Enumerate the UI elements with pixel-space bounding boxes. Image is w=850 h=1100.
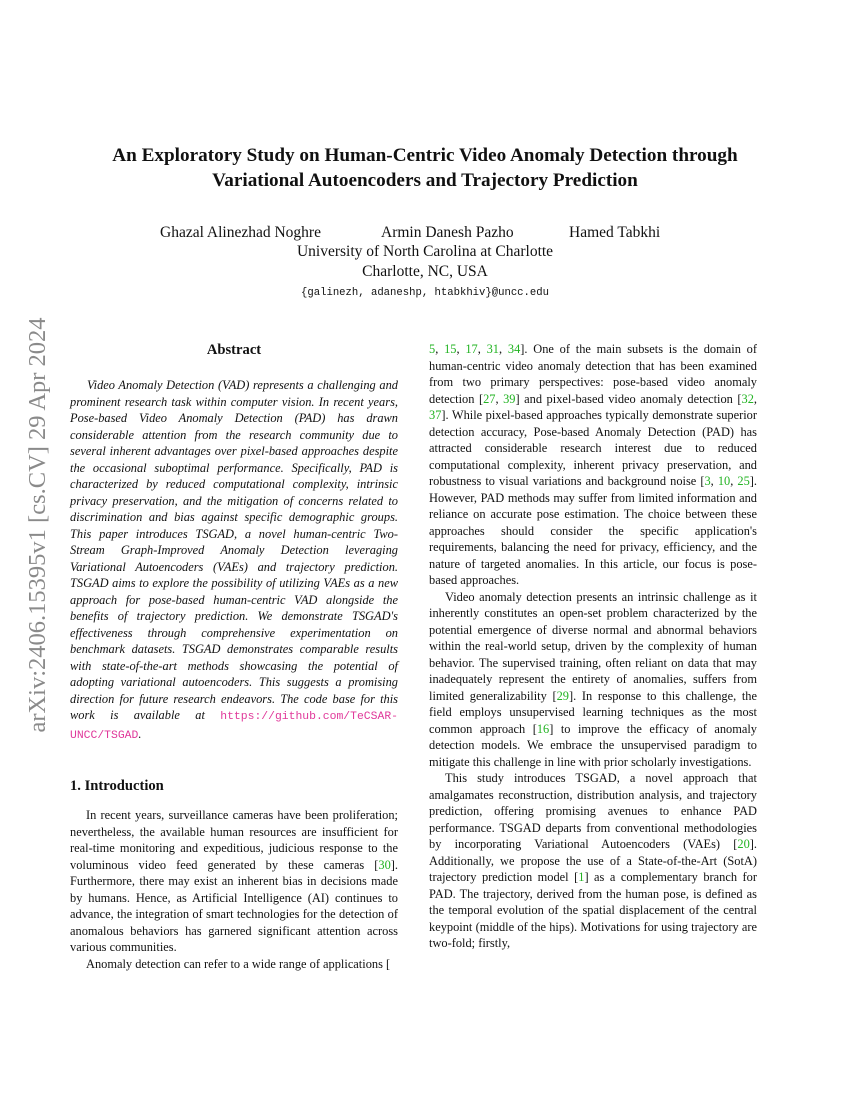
left-column <box>70 342 398 972</box>
intro-paragraph-4 <box>429 770 757 952</box>
code-link[interactable]: https://github.com/TeCSAR-UNCC/TSGAD <box>70 711 398 742</box>
abstract-body: Video Anomaly Detection (VAD) represents a challenging and prominent research task within computer vision. In recent years, Pose-based Video Anomaly Detection (PAD) has drawn considerable attention from the research community due to several inherent advantages over pixel-based approaches despite the occasional suboptimal performance. Specifically, PAD is characterized by reduced computational complexity, intrinsic privacy preservation, and the mitigation of concerns related to discrimination and bias against specific demographic groups. This paper introduces TSGAD, a novel human-centric Two-Stream Graph-Improved Anomaly Detection leveraging Variational Autoencoders (VAEs) and trajectory prediction. TSGAD aims to explore the possibility of utilizing VAEs as a new approach for pose-based human-centric VAD alongside the benefits of trajectory prediction. We demonstrate TSGAD's effectiveness through comprehensive experimentation on benchmark datasets. TSGAD demonstrates comparable results with state-of-the-art methods showcasing the potential of adopting variational autoencoders. This suggests a promising direction for future research endeavors. The code base for this work is available at <box>70 378 398 722</box>
citation-link[interactable]: 30 <box>378 857 391 872</box>
intro-paragraph-2 <box>70 956 398 973</box>
affiliation: University of North Carolina at Charlotte <box>296 243 554 260</box>
text-run: ]. However, PAD methods may suffer from limited information and reliance on accurate pose estimation. The choice between these approaches should consider the specific application's requirements, balancing the need for privacy, efficiency, and the nature of targeted anomalies. In this article, our focus is pose-based approaches. <box>429 474 757 587</box>
citation-link[interactable]: 25 <box>737 474 750 488</box>
abstract-end: . <box>138 726 142 741</box>
citation-link[interactable]: 31 <box>486 342 499 356</box>
text-run: ]. One of the main subsets is the domain of human-centric video anomaly detection that has been examined from two primary perspectives: pose-based video anomaly detection [ <box>429 342 757 406</box>
text-run: ] as a complementary branch for PAD. The trajectory, derived from the human pose, is defined as the temporal evolution of the spatial displacement of the central keypoint (middle of the hips). Motivations for using trajectory are two-fold; firstly, <box>429 870 757 950</box>
paper-title: An Exploratory Study on Human-Centric Video Anomaly Detection through Variational Autoencoders and Trajectory Prediction <box>112 145 738 191</box>
abstract-heading: Abstract <box>206 342 262 358</box>
intro-paragraph-3 <box>429 589 757 771</box>
author-emails: {galinezh, adaneshp, htabkhiv}@uncc.edu <box>301 287 549 299</box>
citation-link[interactable]: 29 <box>556 688 569 703</box>
right-column <box>429 341 757 952</box>
citation-link[interactable]: 34 <box>507 342 521 356</box>
arxiv-sidebar <box>20 289 56 761</box>
citation-link[interactable]: 27 <box>483 391 496 406</box>
text-run: ]. Additionally, we propose the use of a State-of-the-Art (SotA) trajectory prediction model [ <box>429 837 757 884</box>
citation-link[interactable]: 16 <box>536 721 550 736</box>
citation-link[interactable]: 32 <box>741 391 754 406</box>
text-run: ]. In response to this challenge, the field employs unsupervised learning techniques as the most common approach [ <box>429 688 757 736</box>
author-name: Ghazal Alinezhad Noghre <box>160 224 321 241</box>
text-run: ]. Furthermore, there may exist an inherent bias in decisions made by humans. Hence, as Artificial Intelligence (AI) continues to advance, the integration of smart technologies for the detection of anomalous behaviors has garnered significant attention across various communities. <box>70 857 398 954</box>
text-run: This study introduces TSGAD, a novel approach that amalgamates reconstruction, distribution analysis, and trajectory prediction, offering promising avenues to enhance PAD performance. TSGAD departs from conventional methodologies by incorporating Variational Autoencoders (VAEs) [ <box>429 771 757 851</box>
citation-link[interactable]: 39 <box>503 391 516 406</box>
text-run: In recent years, surveillance cameras have been proliferation; nevertheless, the available human resources are insufficient for real-time monitoring and expeditious, judicious response to the voluminous video feed generated by these cameras [ <box>70 808 398 872</box>
author-name: Armin Danesh Pazho <box>381 224 514 241</box>
citation-link[interactable]: 20 <box>737 837 750 851</box>
author-name: Hamed Tabkhi <box>569 224 661 241</box>
intro-paragraph-2-cont: 5, 15, 17, 31, 34]. One of the main subsets is the domain of human-centric video anomaly detection that has been examined from two primary perspectives: pose-based video anomaly detection [27, 39] and pixel-based video anomaly detection [32, 37]. While pixel-based approaches typically demonstrate superior detection accuracy, Pose-based Anomaly Detection (PAD) has attracted considerable research interest due to reduced computational complexity, inherent privacy preservation, and robustness to visual variations and background noise [3, 10, 25]. However, PAD methods may suffer from limited information and reliance on accurate pose estimation. The choice between these approaches should consider the specific application's requirements, balancing the need for privacy, efficiency, and the nature of targeted anomalies. In this article, our focus is pose-based approaches. <box>429 342 757 587</box>
citation-link[interactable]: 10 <box>717 474 731 488</box>
abstract-text <box>70 377 398 744</box>
introduction-heading: 1. Introduction <box>70 778 164 794</box>
citation-link[interactable]: 3 <box>704 474 711 488</box>
arxiv-identifier: arXiv:2406.15395v1 [cs.CV] 29 Apr 2024 <box>24 317 51 733</box>
citation-link[interactable]: 17 <box>465 342 478 356</box>
text-run: Video anomaly detection presents an intrinsic challenge as it inherently constitutes an open-set problem characterized by the potential emergence of diverse normal and abnormal behaviors within the real-world setup, driven by the complexity of human behavior. The supervised training, often reliant on data that may inadequately represent the entirety of anomalies, suffers from limited generalizability [ <box>429 589 757 703</box>
citation-link[interactable]: 37 <box>429 408 442 422</box>
text-run: ]. While pixel-based approaches typically demonstrate superior detection accuracy, Pose-based Anomaly Detection (PAD) has attracted considerable research interest due to reduced computational complexity, inherent privacy preservation, and robustness to visual variations and background noise [ <box>429 408 757 488</box>
citation-link[interactable]: 15 <box>444 342 457 356</box>
location: Charlotte, NC, USA <box>362 263 488 280</box>
text-run: ] to improve the efficacy of anomaly detection models. We embrace the unsupervised paradigm to mitigate this challenge in line with prior scholarly investigations. <box>429 721 757 769</box>
citation-link[interactable]: 5 <box>429 342 436 356</box>
text-run: ] and pixel-based video anomaly detection [ <box>515 391 742 406</box>
citation-link[interactable]: 1 <box>578 870 585 884</box>
text-run: Anomaly detection can refer to a wide range of applications [ <box>86 956 391 971</box>
intro-paragraph-1 <box>70 807 398 956</box>
